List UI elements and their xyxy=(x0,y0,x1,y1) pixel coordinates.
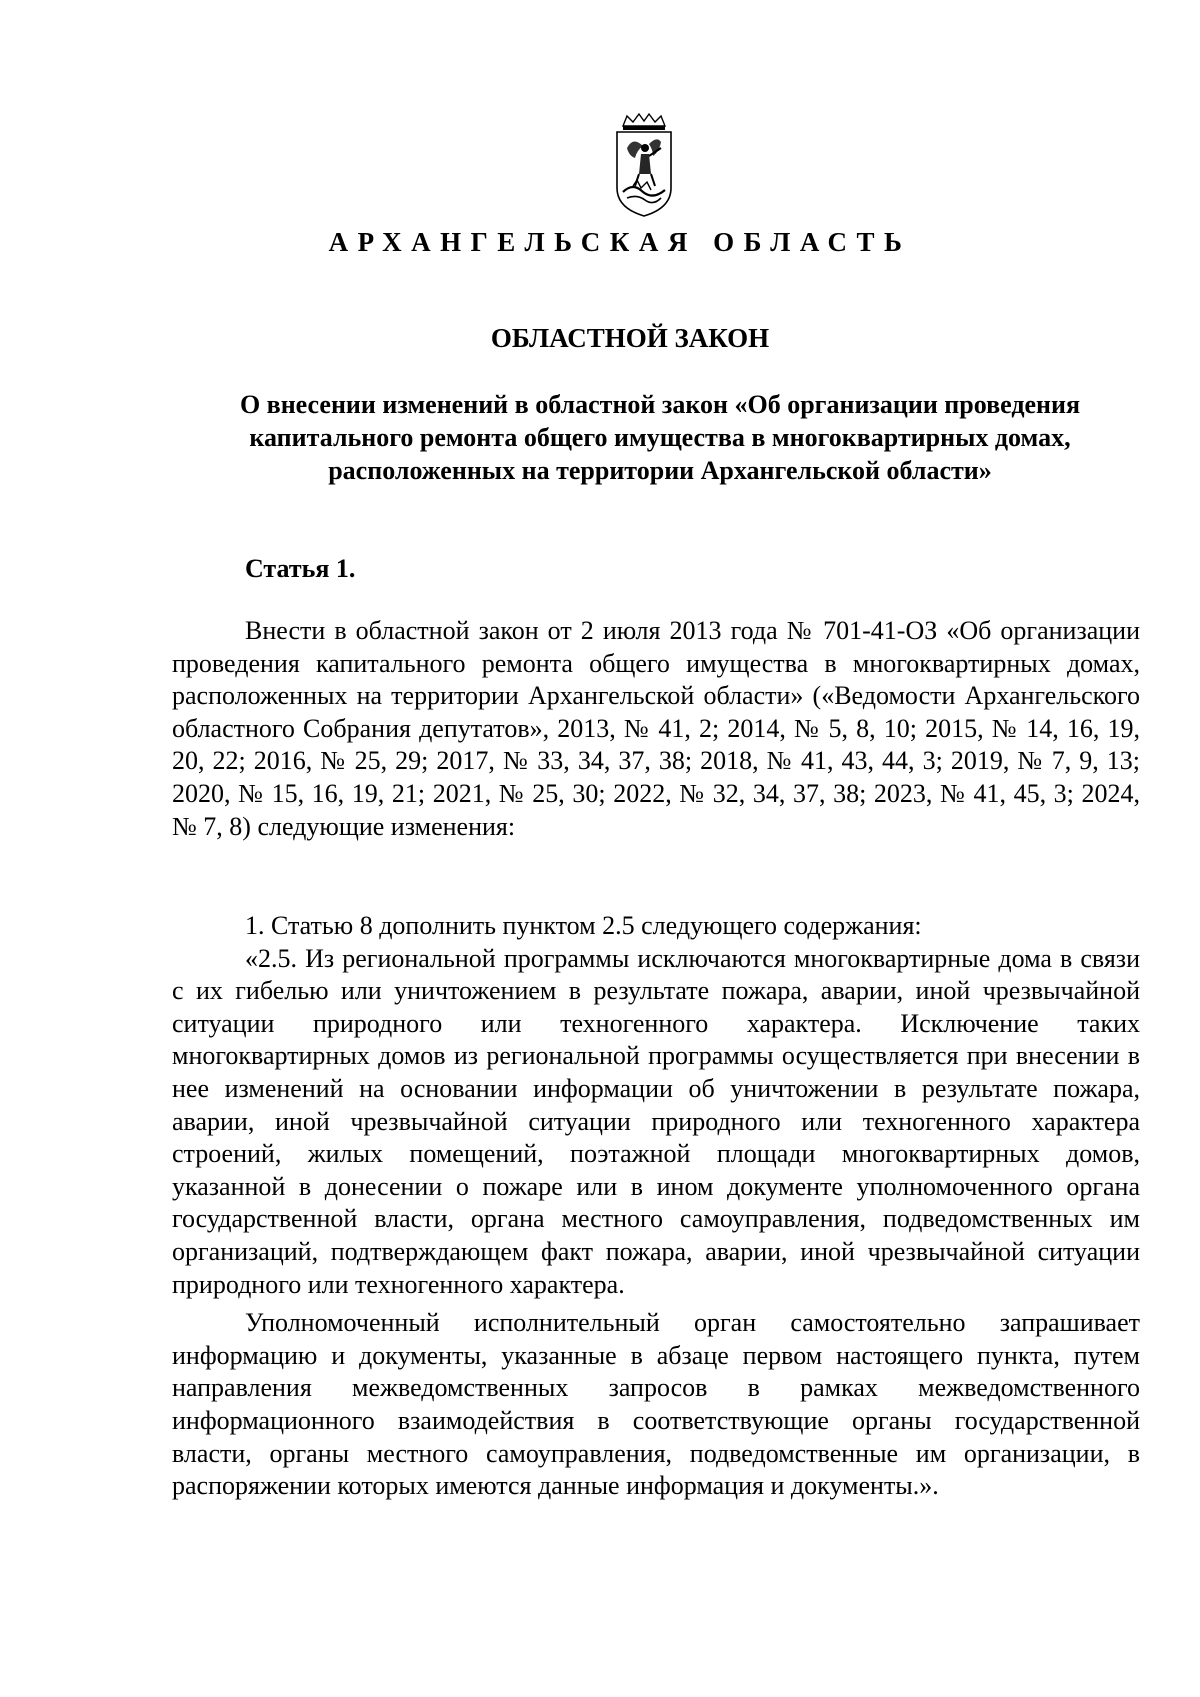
article-intro-block xyxy=(172,615,1140,843)
article-intro-paragraph: Внести в областной закон от 2 июля 2013 года № 701-41-ОЗ «Об организации проведения капитального ремонта общего имущества в многоквартирных домах, расположенных на территории Архангельской области» («Ведомости Архангельского областного Собрания депутатов», 2013, № 41, 2; 2014, № 5, 8, 10; 2015, № 14, 16, 19, 20, 22; 2016, № 25, 29; 2017, № 33, 34, 37, 38; 2018, № 41, 43, 44, 3; 2019, № 7, 9, 13; 2020, № 15, 16, 19, 21; 2021, № 25, 30; 2022, № 32, 34, 37, 38; 2023, № 41, 45, 3; 2024, № 7, 8) следующие изменения: xyxy=(172,616,1140,841)
point-1-heading: 1. Статью 8 дополнить пунктом 2.5 следующего содержания: xyxy=(245,911,922,940)
law-title: О внесении изменений в областной закон «Об организации проведения капитального ремонта общего имущества в многоквартирных домах, расположенных на территории Архангельской области» xyxy=(239,390,1081,485)
archangel-coat-of-arms-icon xyxy=(613,112,675,220)
point-1-paragraph-2: Уполномоченный исполнительный орган самостоятельно запрашивает информацию и документы, указанные в абзаце первом настоящего пункта, путем направления межведомственных запросов в рамках межведомственного информационного взаимодействия в соответствующие органы государственной власти, органы местного самоуправления, подведомственные им организации, в распоряжении которых имеются данные информация и документы.». xyxy=(172,1308,1140,1501)
region-name: АРХАНГЕЛЬСКАЯ ОБЛАСТЬ xyxy=(328,227,912,257)
law-type: ОБЛАСТНОЙ ЗАКОН xyxy=(490,323,770,353)
article-heading: Статья 1. xyxy=(245,554,356,583)
amendment-block xyxy=(172,910,1140,1503)
point-1-paragraph-1: «2.5. Из региональной программы исключаются многоквартирные дома в связи с их гибелью или уничтожением в результате пожара, аварии, иной чрезвычайной ситуации природного или техногенного характера. Исключение таких многоквартирных домов из региональной программы осуществляется при внесении в нее изменений на основании информации об уничтожении в результате пожара, аварии, иной чрезвычайной ситуации природного или техногенного характера строений, жилых помещений, поэтажной площади многоквартирных домов, указанной в донесении о пожаре или в ином документе уполномоченного органа государственной власти, органа местного самоуправления, подведомственных им организаций, подтверждающем факт пожара, аварии, иной чрезвычайной ситуации природного или техногенного характера. xyxy=(172,943,1140,1299)
